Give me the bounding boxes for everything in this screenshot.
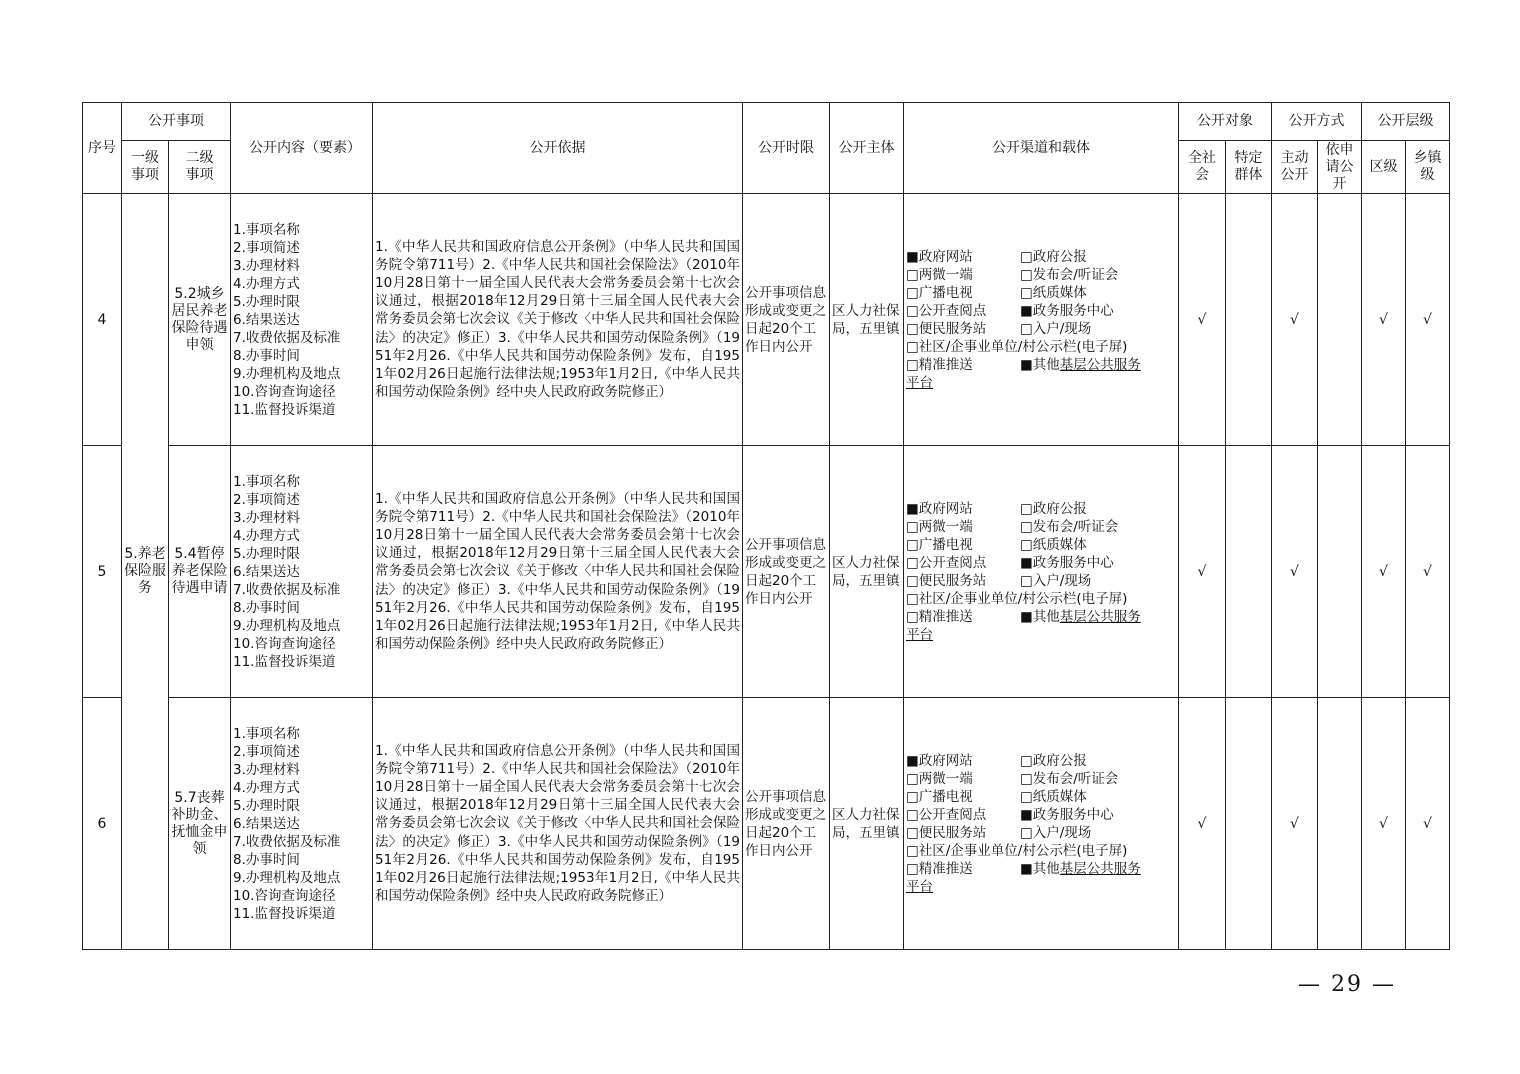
content-element: 4.办理方式	[233, 779, 300, 796]
content-element: 9.办理机构及地点	[233, 617, 341, 634]
check-all: √	[1179, 698, 1226, 950]
header-target: 公开对象	[1179, 103, 1272, 141]
level2-item: 5.7丧葬补助金、抚恤金申领	[169, 698, 231, 950]
table-row	[83, 194, 1450, 446]
check-active: √	[1272, 194, 1318, 446]
channel-row	[906, 374, 1176, 392]
channel-option: ■其他	[1020, 608, 1060, 625]
check-district: √	[1362, 446, 1406, 698]
channel-option: ■政府网站	[906, 248, 973, 265]
channel-other-text-cont: 平台	[906, 374, 933, 391]
content-element: 1.事项名称	[233, 221, 300, 238]
disclosure-time-limit: 公开事项信息形成或变更之日起20个工作日内公开	[743, 446, 830, 698]
header-item: 公开事项	[122, 103, 231, 141]
channel-row	[906, 536, 1176, 554]
check-district: √	[1362, 698, 1406, 950]
channel-option: □两微一端	[906, 266, 973, 283]
content-element: 4.办理方式	[233, 275, 300, 292]
channel-option: □发布会/听证会	[1020, 518, 1119, 535]
level2-item: 5.2城乡居民养老保险待遇申领	[169, 194, 231, 446]
table-row	[83, 698, 1450, 950]
content-element: 8.办事时间	[233, 851, 300, 868]
channel-row	[906, 824, 1176, 842]
channel-option: ■政务服务中心	[1020, 302, 1114, 319]
channel-option: □入户/现场	[1020, 824, 1092, 841]
level2-item: 5.4暂停养老保险待遇申请	[169, 446, 231, 698]
content-element: 2.事项简述	[233, 491, 300, 508]
disclosure-content	[231, 194, 373, 446]
content-element: 11.监督投诉渠道	[233, 905, 336, 922]
header-channel: 公开渠道和载体	[904, 103, 1179, 194]
disclosure-content	[231, 446, 373, 698]
header-level-district: 区级	[1362, 141, 1406, 194]
check-apply	[1318, 698, 1362, 950]
channel-option: □发布会/听证会	[1020, 266, 1119, 283]
channel-option: □政府公报	[1020, 248, 1087, 265]
content-element: 7.收费依据及标准	[233, 833, 341, 850]
header-basis: 公开依据	[373, 103, 743, 194]
channel-row	[906, 770, 1176, 788]
check-group	[1226, 446, 1272, 698]
channel-option: ■政务服务中心	[1020, 554, 1114, 571]
channel-option: ■其他	[1020, 356, 1060, 373]
content-element: 1.事项名称	[233, 473, 300, 490]
header-subject: 公开主体	[830, 103, 904, 194]
content-element: 6.结果送达	[233, 563, 300, 580]
page-number: — 29 —	[1298, 972, 1396, 997]
channel-option: □两微一端	[906, 770, 973, 787]
channel-option: □纸质媒体	[1020, 536, 1087, 553]
header-level: 公开层级	[1362, 103, 1450, 141]
disclosure-subject: 区人力社保局，五里镇	[830, 446, 904, 698]
content-element: 8.办事时间	[233, 599, 300, 616]
channel-option: ■政务服务中心	[1020, 806, 1114, 823]
header-time: 公开时限	[743, 103, 830, 194]
channel-option: □精准推送	[906, 608, 973, 625]
header-method-apply: 依申请公开	[1318, 141, 1362, 194]
row-number: 6	[83, 698, 122, 950]
content-element: 6.结果送达	[233, 815, 300, 832]
content-element: 2.事项简述	[233, 239, 300, 256]
channel-row	[906, 842, 1176, 860]
check-town: √	[1406, 194, 1450, 446]
check-group	[1226, 698, 1272, 950]
channel-option: □两微一端	[906, 518, 973, 535]
channel-option: □纸质媒体	[1020, 284, 1087, 301]
channel-option: □纸质媒体	[1020, 788, 1087, 805]
channel-option: □便民服务站	[906, 824, 987, 841]
check-active: √	[1272, 698, 1318, 950]
content-element: 8.办事时间	[233, 347, 300, 364]
channel-row	[906, 590, 1176, 608]
content-element: 4.办理方式	[233, 527, 300, 544]
header-lvl2: 二级事项	[169, 141, 231, 194]
content-element: 5.办理时限	[233, 293, 300, 310]
channel-option: □便民服务站	[906, 572, 987, 589]
content-element: 3.办理材料	[233, 509, 300, 526]
content-element: 11.监督投诉渠道	[233, 653, 336, 670]
channel-other-text-cont: 平台	[906, 878, 933, 895]
channel-row	[906, 284, 1176, 302]
row-number: 5	[83, 446, 122, 698]
disclosure-content	[231, 698, 373, 950]
check-apply	[1318, 446, 1362, 698]
channel-row	[906, 608, 1176, 626]
channel-option: ■其他	[1020, 860, 1060, 877]
content-element: 11.监督投诉渠道	[233, 401, 336, 418]
channel-row	[906, 338, 1176, 356]
header-lvl1: 一级事项	[122, 141, 169, 194]
channel-other-text: 基层公共服务	[1059, 860, 1141, 877]
disclosure-channels	[904, 446, 1179, 698]
channel-option: □广播电视	[906, 536, 973, 553]
content-element: 10.咨询查询途径	[233, 383, 336, 400]
disclosure-subject: 区人力社保局，五里镇	[830, 194, 904, 446]
channel-option: □社区/企事业单位/村公示栏(电子屏)	[906, 590, 1128, 607]
channel-other-text: 基层公共服务	[1059, 356, 1141, 373]
channel-row	[906, 518, 1176, 536]
check-all: √	[1179, 194, 1226, 446]
channel-option: □便民服务站	[906, 320, 987, 337]
disclosure-channels	[904, 194, 1179, 446]
channel-option: □精准推送	[906, 860, 973, 877]
level1-item: 5.养老保险服务	[122, 194, 169, 950]
channel-option: □精准推送	[906, 356, 973, 373]
content-element: 7.收费依据及标准	[233, 329, 341, 346]
header-level-town: 乡镇级	[1406, 141, 1450, 194]
channel-row	[906, 248, 1176, 266]
disclosure-time-limit: 公开事项信息形成或变更之日起20个工作日内公开	[743, 194, 830, 446]
content-element: 3.办理材料	[233, 257, 300, 274]
channel-row	[906, 878, 1176, 896]
disclosure-subject: 区人力社保局，五里镇	[830, 698, 904, 950]
check-apply	[1318, 194, 1362, 446]
header-content: 公开内容（要素）	[231, 103, 373, 194]
channel-option: □公开查阅点	[906, 302, 987, 319]
header-target-group: 特定群体	[1226, 141, 1272, 194]
disclosure-basis: 1.《中华人民共和国政府信息公开条例》（中华人民共和国国务院令第711号）2.《中华人民共和国社会保险法》（2010年10月28日第十一届全国人民代表大会常务委员会第十七次会议通过，根据2018年12月29日第十三届全国人民代表大会常务委员会第七次会议《关于修改〈中华人民共和国社会保险法〉的决定》修正）3.《中华人民共和国劳动保险条例》（1951年2月26.《中华人民共和国劳动保险条例》发布，自1951年02月26日起施行法律法规;1953年1月2日,《中华人民共和国劳动保险条例》经中央人民政府政务院修正）	[373, 194, 743, 446]
channel-option: □广播电视	[906, 284, 973, 301]
disclosure-basis: 1.《中华人民共和国政府信息公开条例》（中华人民共和国国务院令第711号）2.《中华人民共和国社会保险法》（2010年10月28日第十一届全国人民代表大会常务委员会第十七次会议通过，根据2018年12月29日第十三届全国人民代表大会常务委员会第七次会议《关于修改〈中华人民共和国社会保险法〉的决定》修正）3.《中华人民共和国劳动保险条例》（1951年2月26.《中华人民共和国劳动保险条例》发布，自1951年02月26日起施行法律法规;1953年1月2日,《中华人民共和国劳动保险条例》经中央人民政府政务院修正）	[373, 698, 743, 950]
channel-row	[906, 788, 1176, 806]
channel-option: □入户/现场	[1020, 572, 1092, 589]
header-method: 公开方式	[1272, 103, 1362, 141]
check-active: √	[1272, 446, 1318, 698]
channel-option: □社区/企事业单位/村公示栏(电子屏)	[906, 338, 1128, 355]
check-group	[1226, 194, 1272, 446]
channel-option: □公开查阅点	[906, 806, 987, 823]
table-body	[83, 194, 1450, 950]
disclosure-table	[82, 102, 1450, 950]
channel-row	[906, 806, 1176, 824]
channel-option: ■政府网站	[906, 752, 973, 769]
content-element: 7.收费依据及标准	[233, 581, 341, 598]
content-element: 9.办理机构及地点	[233, 869, 341, 886]
check-district: √	[1362, 194, 1406, 446]
channel-other-text: 基层公共服务	[1059, 608, 1141, 625]
channel-row	[906, 320, 1176, 338]
channel-row	[906, 572, 1176, 590]
channel-option: □入户/现场	[1020, 320, 1092, 337]
content-element: 5.办理时限	[233, 797, 300, 814]
channel-row	[906, 752, 1176, 770]
disclosure-channels	[904, 698, 1179, 950]
content-element: 1.事项名称	[233, 725, 300, 742]
channel-option: □政府公报	[1020, 500, 1087, 517]
content-element: 6.结果送达	[233, 311, 300, 328]
table-row	[83, 446, 1450, 698]
check-all: √	[1179, 446, 1226, 698]
channel-other-text-cont: 平台	[906, 626, 933, 643]
header-seq: 序号	[83, 103, 122, 194]
channel-row	[906, 554, 1176, 572]
channel-row	[906, 626, 1176, 644]
channel-option: □发布会/听证会	[1020, 770, 1119, 787]
check-town: √	[1406, 698, 1450, 950]
channel-row	[906, 302, 1176, 320]
check-town: √	[1406, 446, 1450, 698]
content-element: 3.办理材料	[233, 761, 300, 778]
channel-row	[906, 266, 1176, 284]
row-number: 4	[83, 194, 122, 446]
channel-option: □公开查阅点	[906, 554, 987, 571]
disclosure-basis: 1.《中华人民共和国政府信息公开条例》（中华人民共和国国务院令第711号）2.《中华人民共和国社会保险法》（2010年10月28日第十一届全国人民代表大会常务委员会第十七次会议通过，根据2018年12月29日第十三届全国人民代表大会常务委员会第七次会议《关于修改〈中华人民共和国社会保险法〉的决定》修正）3.《中华人民共和国劳动保险条例》（1951年2月26.《中华人民共和国劳动保险条例》发布，自1951年02月26日起施行法律法规;1953年1月2日,《中华人民共和国劳动保险条例》经中央人民政府政务院修正）	[373, 446, 743, 698]
header-target-all: 全社会	[1179, 141, 1226, 194]
disclosure-time-limit: 公开事项信息形成或变更之日起20个工作日内公开	[743, 698, 830, 950]
content-element: 5.办理时限	[233, 545, 300, 562]
header-method-active: 主动公开	[1272, 141, 1318, 194]
content-element: 2.事项简述	[233, 743, 300, 760]
channel-option: ■政府网站	[906, 500, 973, 517]
channel-option: □广播电视	[906, 788, 973, 805]
channel-row	[906, 500, 1176, 518]
channel-option: □政府公报	[1020, 752, 1087, 769]
content-element: 10.咨询查询途径	[233, 635, 336, 652]
content-element: 9.办理机构及地点	[233, 365, 341, 382]
content-element: 10.咨询查询途径	[233, 887, 336, 904]
channel-row	[906, 356, 1176, 374]
channel-row	[906, 860, 1176, 878]
channel-option: □社区/企事业单位/村公示栏(电子屏)	[906, 842, 1128, 859]
